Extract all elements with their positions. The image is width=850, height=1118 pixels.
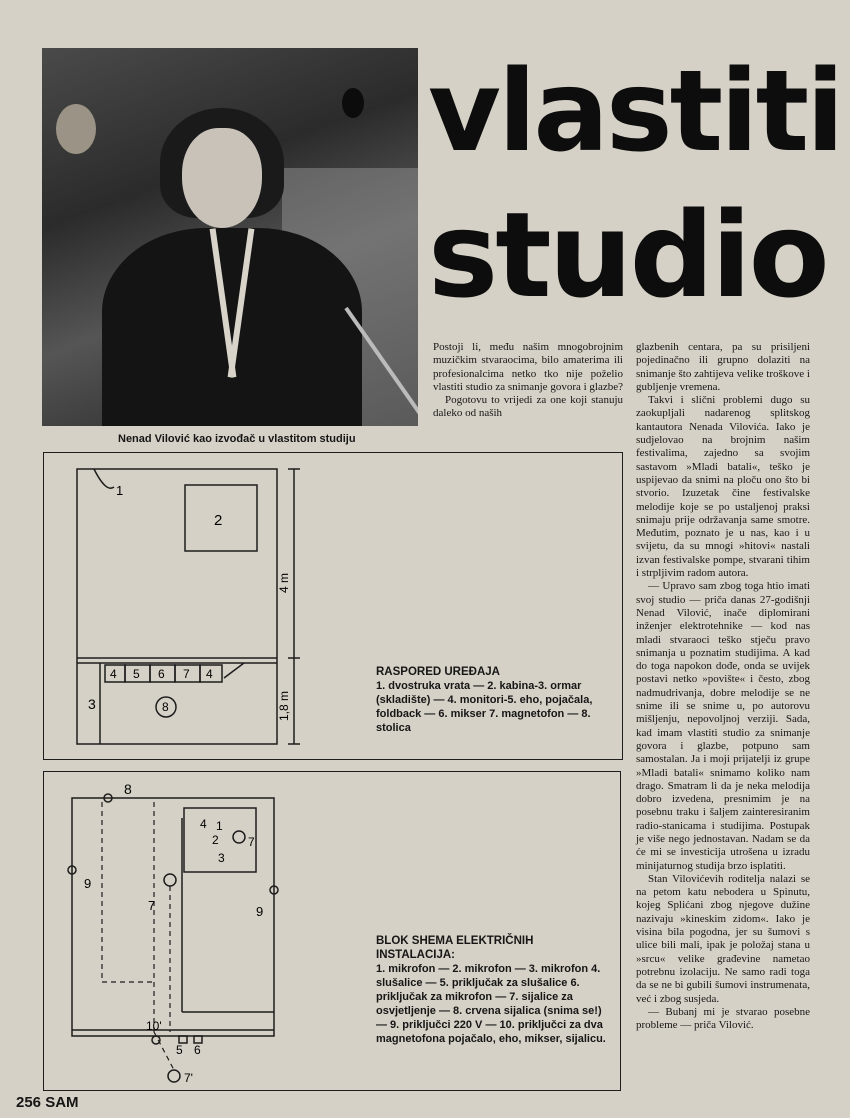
schema-label: 4 [200,817,207,831]
page-folio: 256 SAM [16,1094,79,1111]
schema-label: 7 [148,898,156,913]
dimension-bottom: 1,8 m [277,690,291,721]
plan-label: 5 [133,667,140,681]
plan-label: 2 [214,512,223,529]
schema-label: 9 [84,876,92,891]
schema-label: 6 [194,1043,201,1057]
schema-legend [376,934,612,1046]
photo-caption: Nenad Vilović kao izvođač u vlastitom studiju [118,433,356,445]
plan-legend [376,665,608,735]
intro-column [433,341,623,421]
plan-label: 7 [183,667,190,681]
body-paragraph: Stan Vilovićevih roditelja nalazi se na petom katu nebodera u Spinutu, kojeg Splićani zbog njegove dužine nazivaju »kineskim zidom«. Iako je visina bila pogodna, jer su šumovi s ulice bili mali, ipak je položaj stana u »srcu« velike građevine nametao potrebnu izolaciju. Ne samo radi toga da se ne bi gubili šumovi instrumenata, već i zbog susjeda. [636,872,810,1005]
schema-label: 5 [176,1043,183,1057]
intro-paragraph: Postoji li, među našim mnogobrojnim muzičkim stvaraocima, bilo amaterima ili profesionalcima netko tko nije poželio vlastiti studio za snimanje govora i glazbe? [433,341,624,393]
schema-label: 1 [216,819,223,833]
schema-legend-heading: BLOK SHEMA ELEKTRIČNIH INSTALACIJA: [376,935,534,961]
schema-label: 7 [248,835,255,849]
plan-legend-text: 1. dvostruka vrata — 2. kabina-3. ormar (skladište) — 4. monitori-5. eho, pojačala, foldback — 6. mikser 7. magnetofon — 8. stolica [376,680,593,734]
body-paragraph: — Bubanj mi je stvarao posebne probleme — priča Vilović. [636,1005,810,1032]
plan-label: 4 [206,667,213,681]
schema-legend-text: 1. mikrofon — 2. mikrofon — 3. mikrofon 4. slušalice — 5. priključak za slušalice 6. priključak za mikrofon — 7. sijalice za osvjetljenje — 8. crvena sijalica (snima se!) — 9. priključci 220 V — 10. priključci za dva magnetofona pojačalo, eho, mikser, sijalicu. [376,963,606,1045]
schema-label: 10' [146,1019,162,1033]
plan-label: 8 [162,700,169,714]
plan-label: 6 [158,667,165,681]
title-line-1: vlastiti [428,47,842,177]
schema-label: 8 [124,781,132,797]
maraca-shape [56,104,96,154]
right-column [636,341,810,1032]
plan-label: 3 [88,696,96,712]
intro-paragraph: Pogotovu to vrijedi za one koji stanuju daleko od naših [433,394,623,420]
microphone-shape [342,88,364,118]
body-paragraph: glazbenih centara, pa su prisiljeni pojedinačno ili grupno dolaziti na snimanje što zahtijeva velike troškove i gubljenje vremena. [636,341,810,393]
schema-label: 9 [256,904,264,919]
schema-label: 2 [212,833,219,847]
plan-label: 1 [116,483,124,498]
performer-photo [42,48,418,426]
plan-label: 4 [110,667,117,681]
title-line-2: studio [428,186,827,324]
schema-label: 7' [184,1071,193,1085]
plan-legend-heading: RASPORED UREĐAJA [376,666,500,678]
body-paragraph: — Upravo sam zbog toga htio imati svoj studio — priča danas 27-godišnji Nenad Vilović, inače diplomirani inženjer elektrotehnike — kod nas mladi stvaraoci teško stječu pravo snimanja u poznatim studijima. A kad do toga napokon dođe, onda se uvijek postavi netko »povište« i često, zbog nadmudrivanja, dobre melodije se ne snime ili se snime u, po autorovu mišljenju, nepovoljnoj verziji. Sada, kad imam vlastiti studio za snimanje govora i glazbe, potpuno sam samostalan. Ja i moji prijatelji iz grupe »Mladi batali« snimamo koliko nam drago. Smatram li da je neka melodija dobro izvedena, presnimim je na posebnu traku i šaljem zainteresiranim radio-stanicama i studijima. Postupak je više nego jednostavan. Nadam se da će mi se investicija utrošena u izradu minijaturnog studija brzo isplatiti. [636,580,810,872]
dimension-top: 4 m [277,572,291,593]
body-paragraph: Takvi i slični problemi dugo su zaokupljali nadarenog splitskog kantautora Nenada Vilovića. Iako je sudjelovao na brojnim našim festivalima, zajedno sa svojim sastavom »Mladi batali«, teško je uspijevao da snimi na ploču ono što bi stvorio. Izuzetak čine festivalske melodije koje se po ustaljenoj praksi snimaju prije održavanja same smotre. Međutim, poznato je u nas, kao i u svijetu, da su mnogi »hitovi« nastali izvan festivalske pompe, stvarani tihim i strpljivim radom autora. [636,394,810,580]
schema-label: 3 [218,851,225,865]
